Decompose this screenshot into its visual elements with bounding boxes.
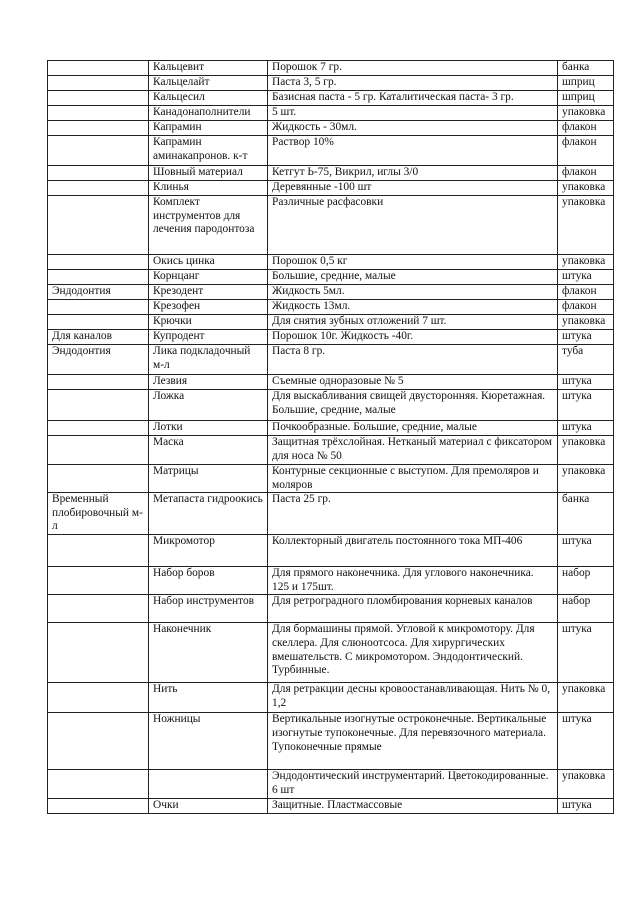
item-description-cell: Эндодонтический инструментарий. Цветокодированные. 6 шт — [268, 770, 558, 799]
item-name-cell: Лезвия — [149, 375, 268, 390]
table-row — [48, 713, 614, 770]
item-name-cell: Микромотор — [149, 535, 268, 567]
item-name-cell: Шовный материал — [149, 166, 268, 181]
item-name-cell: Лотки — [149, 421, 268, 436]
item-unit-cell: шприц — [558, 91, 614, 106]
table-row — [48, 465, 614, 493]
item-name-cell: Капрамин — [149, 121, 268, 136]
table-row — [48, 61, 614, 76]
section-cell — [48, 465, 149, 493]
item-name-cell: Набор боров — [149, 567, 268, 595]
document-page — [47, 60, 613, 814]
item-description-cell: Порошок 0,5 кг — [268, 255, 558, 270]
table-row — [48, 683, 614, 713]
table-row — [48, 330, 614, 345]
item-unit-cell: штука — [558, 535, 614, 567]
table-row — [48, 181, 614, 196]
item-description-cell: Базисная паста - 5 гр. Каталитическая паста- 3 гр. — [268, 91, 558, 106]
item-unit-cell: флакон — [558, 166, 614, 181]
table-row — [48, 255, 614, 270]
item-description-cell: Защитные. Пластмассовые — [268, 799, 558, 814]
item-name-cell: Метапаста гидроокись — [149, 493, 268, 535]
item-description-cell: 5 шт. — [268, 106, 558, 121]
item-unit-cell: набор — [558, 567, 614, 595]
item-name-cell: Ножницы — [149, 713, 268, 770]
item-description-cell: Почкообразные. Большие, средние, малые — [268, 421, 558, 436]
item-unit-cell: штука — [558, 375, 614, 390]
item-description-cell: Паста 25 гр. — [268, 493, 558, 535]
item-unit-cell: упаковка — [558, 465, 614, 493]
item-unit-cell: набор — [558, 595, 614, 623]
item-unit-cell: штука — [558, 799, 614, 814]
item-name-cell: Крезодент — [149, 285, 268, 300]
item-unit-cell: штука — [558, 623, 614, 683]
section-cell — [48, 799, 149, 814]
item-name-cell: Клинья — [149, 181, 268, 196]
item-name-cell: Набор инструментов — [149, 595, 268, 623]
item-description-cell: Порошок 10г. Жидкость -40г. — [268, 330, 558, 345]
table-row — [48, 799, 614, 814]
item-name-cell: Нить — [149, 683, 268, 713]
item-name-cell: Комплект инструментов для лечения пародонтоза — [149, 196, 268, 255]
section-cell — [48, 421, 149, 436]
item-name-cell: Крезофен — [149, 300, 268, 315]
item-description-cell: Жидкость - 30мл. — [268, 121, 558, 136]
item-description-cell: Защитная трёхслойная. Нетканый материал с фиксатором для носа № 50 — [268, 436, 558, 465]
item-name-cell: Окись цинка — [149, 255, 268, 270]
item-name-cell: Наконечник — [149, 623, 268, 683]
item-unit-cell: флакон — [558, 136, 614, 166]
table-row — [48, 623, 614, 683]
item-description-cell: Раствор 10% — [268, 136, 558, 166]
section-cell — [48, 375, 149, 390]
item-description-cell: Паста 8 гр. — [268, 345, 558, 375]
section-cell — [48, 61, 149, 76]
table-row — [48, 270, 614, 285]
table-row — [48, 567, 614, 595]
section-cell — [48, 300, 149, 315]
item-name-cell: Кальцевит — [149, 61, 268, 76]
item-name-cell: Крючки — [149, 315, 268, 330]
item-name-cell: Маска — [149, 436, 268, 465]
item-name-cell: Капрамин аминакапронов. к-т — [149, 136, 268, 166]
section-cell — [48, 315, 149, 330]
item-description-cell: Для бормашины прямой. Угловой к микромотору. Для скеллера. Для слюноотсоса. Для хирургических вмешательств. С микромотором. Эндодонтический. Турбинные. — [268, 623, 558, 683]
item-unit-cell: штука — [558, 270, 614, 285]
section-cell — [48, 255, 149, 270]
item-description-cell: Для выскабливания свищей двусторонняя. Кюретажная. Большие, средние, малые — [268, 390, 558, 421]
item-unit-cell: упаковка — [558, 683, 614, 713]
item-description-cell: Большие, средние, малые — [268, 270, 558, 285]
table-row — [48, 300, 614, 315]
section-cell — [48, 595, 149, 623]
table-row — [48, 196, 614, 255]
table-row — [48, 595, 614, 623]
item-name-cell: Купродент — [149, 330, 268, 345]
section-cell — [48, 91, 149, 106]
item-unit-cell: флакон — [558, 300, 614, 315]
table-row — [48, 91, 614, 106]
item-unit-cell: флакон — [558, 285, 614, 300]
section-cell — [48, 136, 149, 166]
item-description-cell: Деревянные -100 шт — [268, 181, 558, 196]
item-description-cell: Для ретроградного пломбирования корневых каналов — [268, 595, 558, 623]
item-unit-cell: упаковка — [558, 315, 614, 330]
item-name-cell: Очки — [149, 799, 268, 814]
item-unit-cell: штука — [558, 713, 614, 770]
table-row — [48, 770, 614, 799]
section-cell — [48, 76, 149, 91]
section-cell — [48, 713, 149, 770]
table-row — [48, 315, 614, 330]
table-row — [48, 285, 614, 300]
section-cell — [48, 196, 149, 255]
item-unit-cell: упаковка — [558, 196, 614, 255]
table-row — [48, 436, 614, 465]
table-row — [48, 76, 614, 91]
item-unit-cell: банка — [558, 493, 614, 535]
section-cell — [48, 390, 149, 421]
item-description-cell: Контурные секционные с выступом. Для премоляров и моляров — [268, 465, 558, 493]
table-row — [48, 106, 614, 121]
item-name-cell: Лика подкладочный м-л — [149, 345, 268, 375]
item-unit-cell: флакон — [558, 121, 614, 136]
table-row — [48, 535, 614, 567]
item-description-cell: Вертикальные изогнутые остроконечные. Вертикальные изогнутые тупоконечные. Для перевязочного материала. Тупоконечные прямые — [268, 713, 558, 770]
item-name-cell — [149, 770, 268, 799]
section-cell — [48, 683, 149, 713]
item-name-cell: Корнцанг — [149, 270, 268, 285]
item-name-cell: Кальцесил — [149, 91, 268, 106]
item-description-cell: Жидкость 5мл. — [268, 285, 558, 300]
item-unit-cell: упаковка — [558, 436, 614, 465]
section-cell: Эндодонтия — [48, 345, 149, 375]
supplies-table-body — [48, 61, 614, 814]
item-description-cell: Кетгут Ь-75, Викрил, иглы 3/0 — [268, 166, 558, 181]
item-description-cell: Для снятия зубных отложений 7 шт. — [268, 315, 558, 330]
section-cell — [48, 623, 149, 683]
supplies-table — [47, 60, 614, 814]
section-cell: Эндодонтия — [48, 285, 149, 300]
table-row — [48, 136, 614, 166]
item-description-cell: Съемные одноразовые № 5 — [268, 375, 558, 390]
item-unit-cell: упаковка — [558, 770, 614, 799]
item-unit-cell: шприц — [558, 76, 614, 91]
section-cell — [48, 270, 149, 285]
item-unit-cell: штука — [558, 421, 614, 436]
table-row — [48, 493, 614, 535]
item-description-cell: Жидкость 13мл. — [268, 300, 558, 315]
item-name-cell: Матрицы — [149, 465, 268, 493]
section-cell — [48, 121, 149, 136]
item-unit-cell: упаковка — [558, 255, 614, 270]
item-name-cell: Канадонаполнители — [149, 106, 268, 121]
item-description-cell: Для прямого наконечника. Для углового наконечника. 125 и 175шт. — [268, 567, 558, 595]
item-name-cell: Кальцелайт — [149, 76, 268, 91]
item-unit-cell: банка — [558, 61, 614, 76]
item-name-cell: Ложка — [149, 390, 268, 421]
item-description-cell: Паста 3, 5 гр. — [268, 76, 558, 91]
item-unit-cell: штука — [558, 330, 614, 345]
item-description-cell: Порошок 7 гр. — [268, 61, 558, 76]
table-row — [48, 421, 614, 436]
section-cell — [48, 770, 149, 799]
item-unit-cell: туба — [558, 345, 614, 375]
table-row — [48, 345, 614, 375]
section-cell: Временный плобировочный м-л — [48, 493, 149, 535]
section-cell: Для каналов — [48, 330, 149, 345]
table-row — [48, 121, 614, 136]
table-row — [48, 166, 614, 181]
section-cell — [48, 436, 149, 465]
section-cell — [48, 535, 149, 567]
item-unit-cell: упаковка — [558, 106, 614, 121]
item-description-cell: Различные расфасовки — [268, 196, 558, 255]
section-cell — [48, 181, 149, 196]
item-unit-cell: упаковка — [558, 181, 614, 196]
section-cell — [48, 106, 149, 121]
section-cell — [48, 166, 149, 181]
section-cell — [48, 567, 149, 595]
item-description-cell: Коллекторный двигатель постоянного тока МП-406 — [268, 535, 558, 567]
table-row — [48, 375, 614, 390]
item-description-cell: Для ретракции десны кровоостанавливающая. Нить № 0, 1,2 — [268, 683, 558, 713]
item-unit-cell: штука — [558, 390, 614, 421]
table-row — [48, 390, 614, 421]
